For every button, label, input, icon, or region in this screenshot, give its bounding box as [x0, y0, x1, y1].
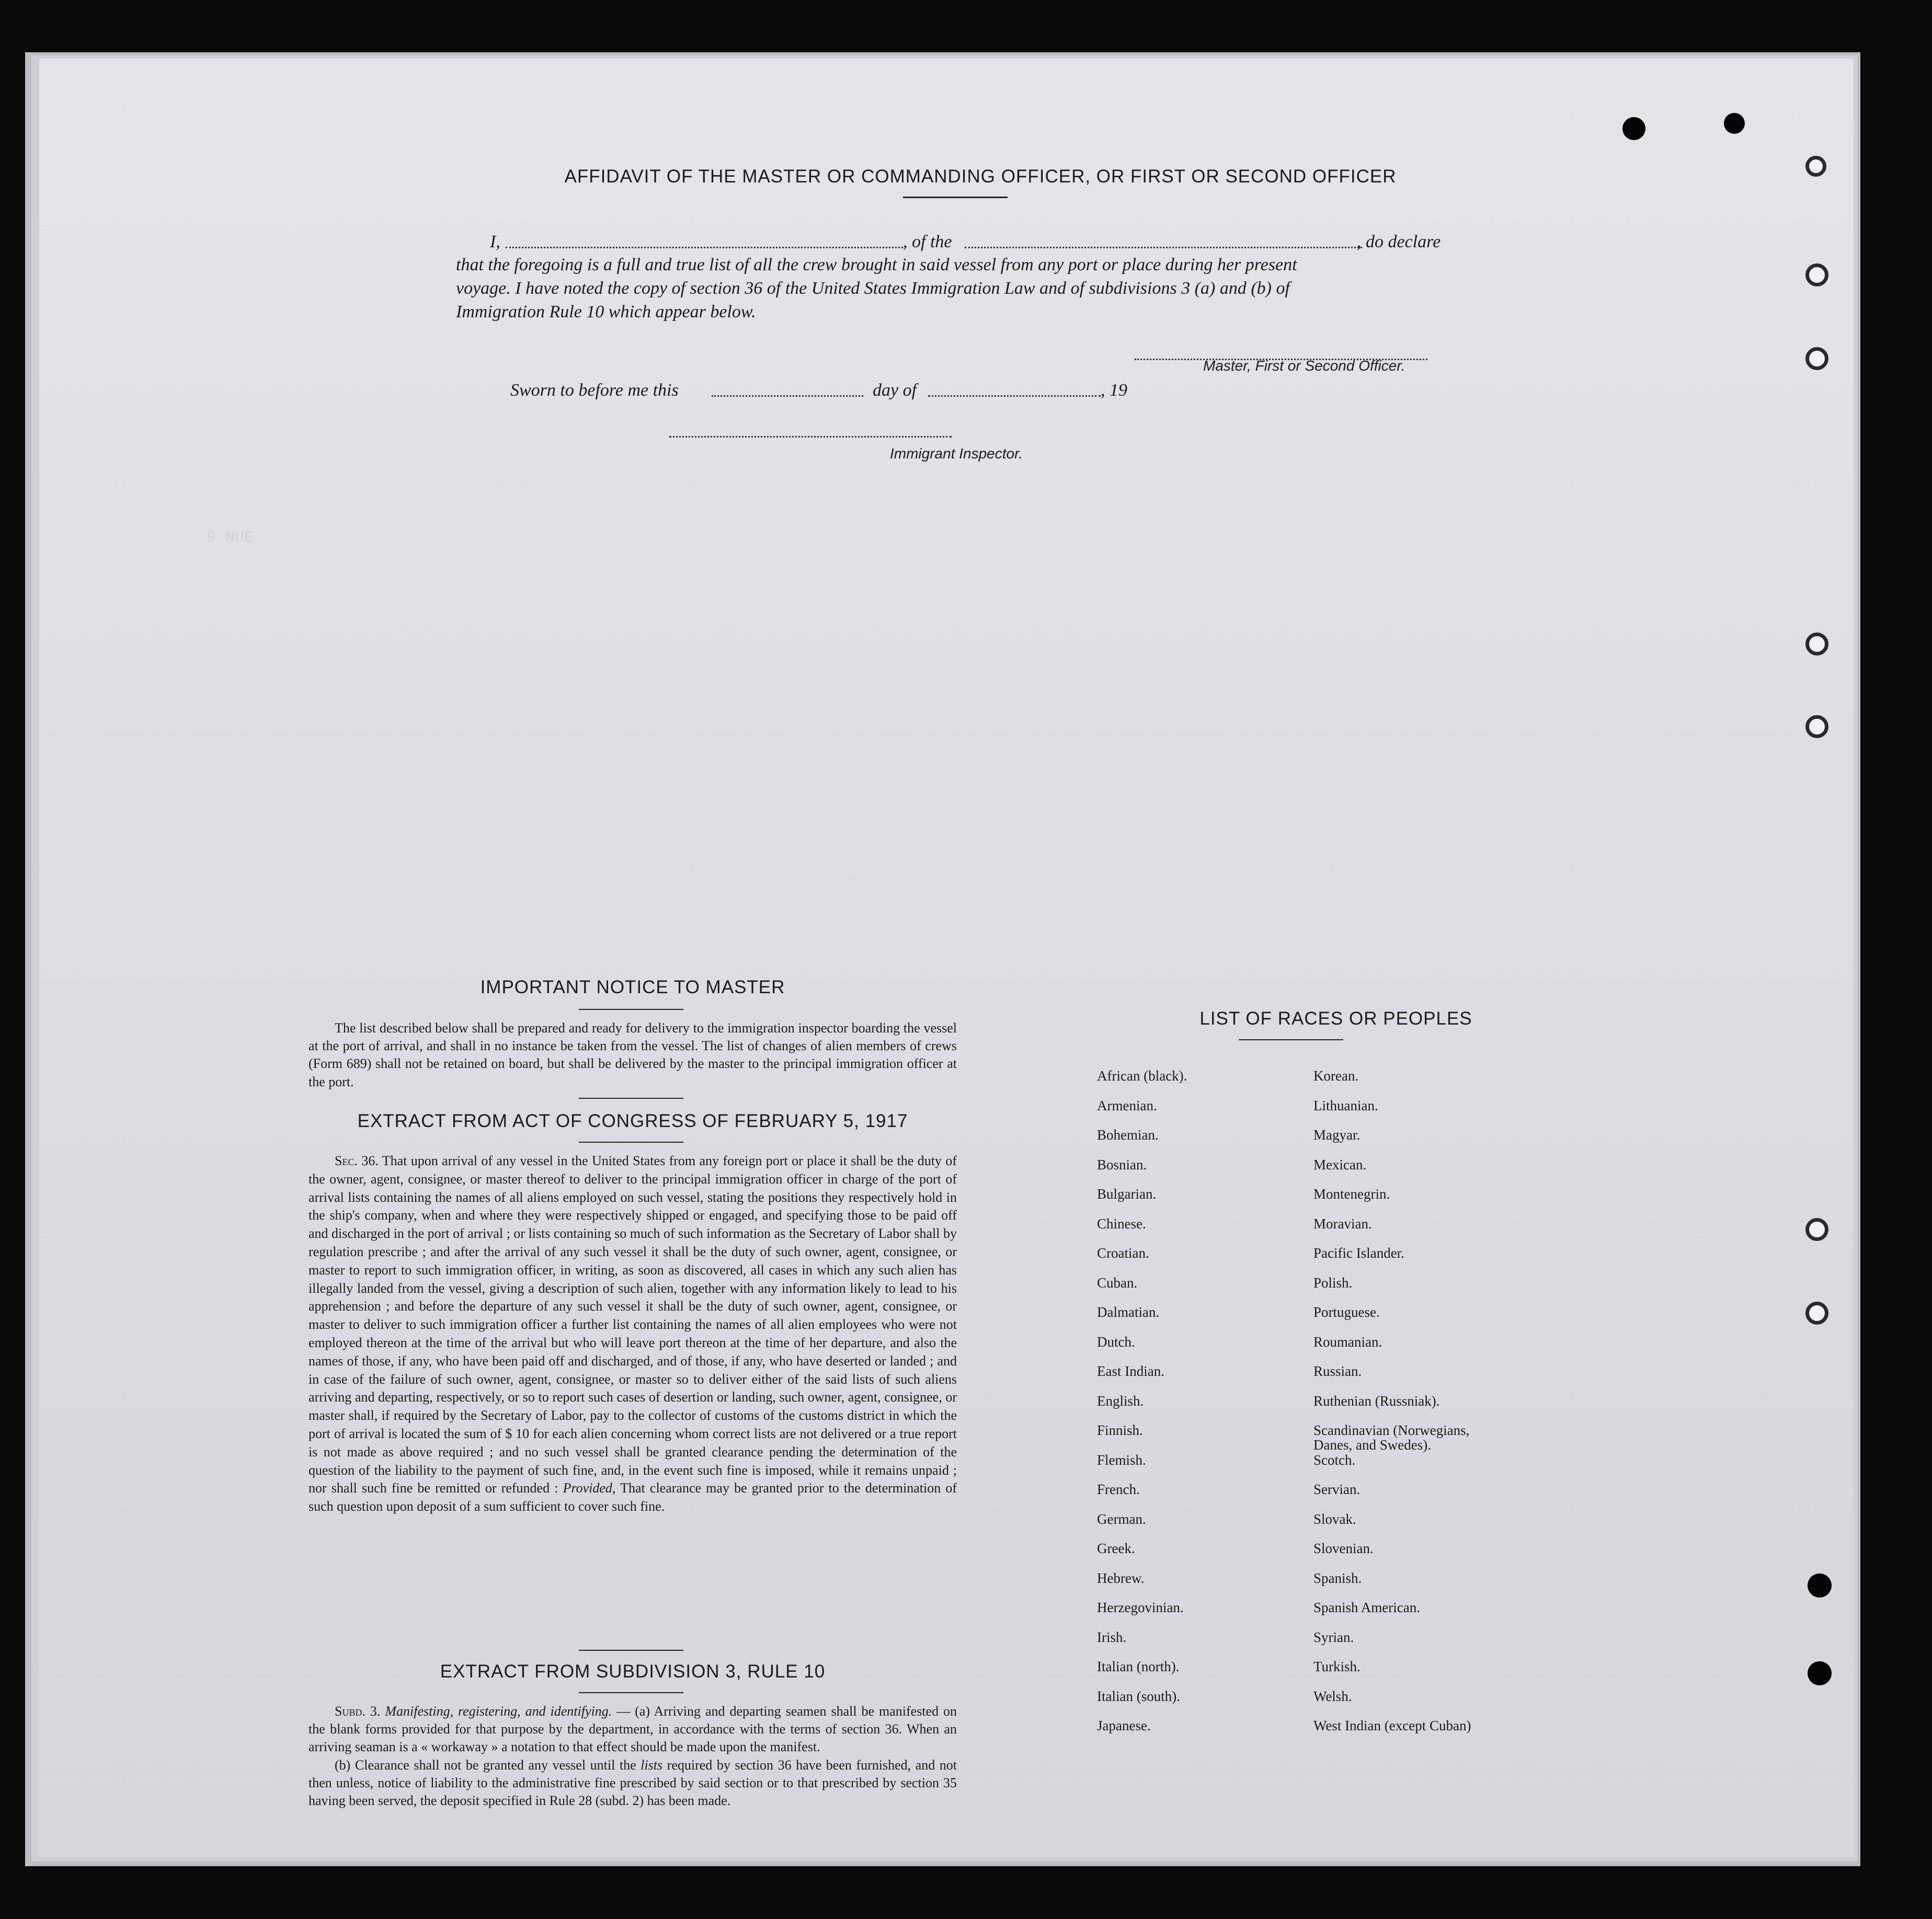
race-item: Herzegovinian.	[1097, 1600, 1184, 1615]
races-underline	[1239, 1039, 1343, 1040]
affidavit-i: I,	[490, 232, 500, 251]
race-item: Moravian.	[1313, 1215, 1372, 1232]
race-item: Spanish.	[1313, 1570, 1362, 1586]
race-item: Irish.	[1097, 1629, 1127, 1645]
race-item: Polish.	[1313, 1274, 1353, 1291]
act-provided: Provided,	[563, 1480, 616, 1496]
race-item: Ruthenian (Russniak).	[1313, 1393, 1440, 1409]
race-item: Servian.	[1313, 1481, 1361, 1497]
race-item: French.	[1097, 1481, 1140, 1497]
rule-b-label: (b)	[335, 1757, 351, 1773]
signature-caption: Master, First or Second Officer.	[1203, 358, 1405, 374]
race-item: Dalmatian.	[1097, 1304, 1160, 1320]
race-item: Bohemian.	[1097, 1127, 1159, 1143]
race-item: Cuban.	[1097, 1274, 1138, 1291]
race-item: Hebrew.	[1097, 1570, 1145, 1586]
act-body-end: That clearance may be granted prior to the determination of such question upon deposit of a sum sufficient to cover such fine.	[308, 1480, 957, 1514]
act-title: EXTRACT FROM ACT OF CONGRESS OF FEBRUARY 5, 1917	[357, 1111, 908, 1131]
bleed-through: 9 NUE	[207, 529, 254, 547]
punch-hole	[1808, 1661, 1832, 1685]
race-item: Scotch.	[1313, 1452, 1356, 1468]
rule-subd-title: Manifesting, registering, and identifying.	[385, 1704, 612, 1719]
title-underline	[903, 197, 1008, 198]
race-item: Magyar.	[1313, 1127, 1361, 1143]
race-item: Flemish.	[1097, 1452, 1146, 1468]
race-item: Armenian.	[1097, 1097, 1157, 1113]
race-item: English.	[1097, 1393, 1144, 1409]
races-title: LIST OF RACES OR PEOPLES	[1199, 1008, 1472, 1029]
race-item: Welsh.	[1313, 1688, 1352, 1704]
rule-b-lists: lists	[641, 1757, 663, 1773]
punch-hole	[1622, 117, 1645, 140]
rule-text	[308, 1703, 957, 1810]
sworn-day-of: day of	[873, 381, 917, 400]
notice-divider	[579, 1098, 683, 1099]
race-item: German.	[1097, 1511, 1146, 1527]
affidavit-line-2: that the foregoing is a full and true list of all the crew brought in said vessel from any port or place during her present	[456, 255, 1297, 274]
sworn-year: , 19	[1101, 381, 1127, 400]
race-item: East Indian.	[1097, 1363, 1164, 1379]
race-item: Turkish.	[1313, 1659, 1361, 1674]
punch-hole	[1805, 1218, 1828, 1241]
race-item: Chinese.	[1097, 1215, 1146, 1232]
rule-subd-label: Subd. 3.	[335, 1704, 381, 1719]
race-item: Pacific Islander.	[1313, 1245, 1404, 1261]
rule-paragraph-a	[308, 1703, 957, 1756]
punch-hole	[1805, 156, 1826, 177]
race-item: Roumanian.	[1313, 1334, 1382, 1350]
notice-title: IMPORTANT NOTICE TO MASTER	[480, 977, 785, 997]
name-blank	[506, 247, 903, 248]
act-paragraph	[308, 1152, 957, 1516]
race-item: Japanese.	[1097, 1718, 1151, 1733]
race-item: Korean.	[1313, 1068, 1359, 1084]
punch-hole	[1805, 715, 1828, 738]
vessel-blank	[965, 247, 1362, 248]
rule-title: EXTRACT FROM SUBDIVISION 3, RULE 10	[440, 1661, 826, 1682]
race-item: Greek.	[1097, 1541, 1135, 1556]
punch-hole	[1805, 347, 1828, 370]
race-item: Syrian.	[1313, 1629, 1354, 1645]
race-item: Russian.	[1313, 1363, 1362, 1379]
rule-a-text: Arriving and departing seamen shall be manifested on the blank forms provided for that purpose by the department, in accordance with the terms of section 36. When an arriving seaman is a « workaway » a notation to that effect should be made upon the manifest.	[308, 1704, 957, 1755]
inspector-line	[669, 436, 952, 438]
race-item: Italian (north).	[1097, 1659, 1180, 1674]
race-item: Italian (south).	[1097, 1688, 1180, 1704]
act-section-label: Sec. 36.	[335, 1153, 379, 1168]
act-underline	[579, 1142, 683, 1143]
punch-hole	[1805, 633, 1828, 656]
month-blank	[928, 395, 1101, 397]
affidavit-of-the: , of the	[903, 232, 952, 251]
race-item: Montenegrin.	[1313, 1186, 1390, 1202]
punch-hole	[1805, 263, 1828, 286]
day-blank	[712, 395, 863, 397]
affidavit-do-declare: , do declare	[1357, 232, 1441, 251]
manifest-page	[39, 59, 1854, 1857]
rule-a-label: — (a)	[616, 1704, 650, 1719]
punch-hole	[1805, 1302, 1828, 1325]
race-item: Spanish American.	[1313, 1600, 1420, 1615]
race-item: Finnish.	[1097, 1422, 1143, 1438]
race-item: Portuguese.	[1313, 1304, 1380, 1320]
race-item: West Indian (except Cuban)	[1313, 1718, 1471, 1733]
rule-b-text-1: Clearance shall not be granted any vessel until the	[355, 1757, 636, 1773]
punch-hole	[1808, 1573, 1832, 1598]
affidavit-line-3: voyage. I have noted the copy of section 36 of the United States Immigration Law and of subdivisions 3 (a) and (b) of	[456, 279, 1290, 298]
race-item: Mexican.	[1313, 1156, 1367, 1173]
race-item: African (black).	[1097, 1068, 1187, 1084]
punch-hole	[1724, 113, 1745, 134]
race-item: Lithuanian.	[1313, 1097, 1378, 1113]
notice-paragraph: The list described below shall be prepared and ready for delivery to the immigration inspector boarding the vessel at the port of arrival, and shall in no instance be taken from the vessel. The list of changes of alien members of crews (Form 689) shall not be retained on board, but shall be delivered by the master to the principal immigration officer at the port.	[308, 1020, 957, 1089]
rule-paragraph-b	[308, 1756, 957, 1810]
act-body: That upon arrival of any vessel in the United States from any foreign port or place it shall be the duty of the owner, agent, consignee, or master thereof to deliver to the principal immigration officer in charge of the port of arrival lists containing the names of all aliens employed on such vessel, stating the positions they respectively hold in the ship's company, when and where they were respectively shipped or engaged, and specifying those to be paid off and discharged in the port of arrival ; or lists containing so much of such information as the Secretary of Labor shall by regulation prescribe ; and after the arrival of any such vessel it shall be the duty of such owner, agent, consignee, or master to report to such immigration officer, in writing, as soon as discovered, all cases in which any such alien has illegally landed from the vessel, giving a description of such alien, together with any information likely to lead to his apprehension ; and before the departure of any such vessel it shall be the duty of such owner, agent, consignee, or master to deliver to such immigration officer a further list containing the names of all alien employees who were not employed thereon at the time of the arrival but who will leave port thereon at the time of her departure, and also the names of those, if any, who have been paid off and discharged, and of those, if any, who have deserted or landed ; and in case of the failure of such owner, agent, consignee, or master so to deliver either of the said lists of such aliens arriving and departing, respectively, or so to report such cases of desertion or landing, such owner, agent, consignee, or master shall, if required by the Secretary of Labor, pay to the collector of customs of the customs district in which the port of arrival is located the sum of $ 10 for each alien concerning whom correct lists are not delivered or a true report is not made as above required ; and no such vessel shall be granted clearance pending the determination of the question of the liability to the payment of such fine, and, in the event such fine is imposed, while it remains unpaid ; nor shall such fine be remitted or refunded :	[308, 1153, 957, 1496]
race-item: Dutch.	[1097, 1334, 1135, 1350]
race-item: Scandinavian (Norwegians, Danes, and Swedes).	[1313, 1422, 1470, 1453]
inspector-caption: Immigrant Inspector.	[890, 445, 1023, 462]
race-item: Croatian.	[1097, 1245, 1149, 1261]
race-item: Slovenian.	[1313, 1541, 1374, 1556]
race-item: Bulgarian.	[1097, 1186, 1157, 1202]
act-divider	[579, 1650, 683, 1651]
rule-underline	[579, 1692, 683, 1693]
notice-underline	[579, 1009, 683, 1010]
race-item: Slovak.	[1313, 1511, 1356, 1527]
notice-text	[308, 1019, 957, 1091]
rule-b-text-2: required by section 36 have been furnished, and not then unless, notice of liability to the administrative fine prescribed by said section or to that prescribed by section 35 having been served, the deposit specified in Rule 28 (subd. 2) has been made.	[308, 1757, 957, 1809]
affidavit-title: AFFIDAVIT OF THE MASTER OR COMMANDING OFFICER, OR FIRST OR SECOND OFFICER	[564, 166, 1397, 187]
race-item: Bosnian.	[1097, 1156, 1147, 1173]
affidavit-line-4: Immigration Rule 10 which appear below.	[456, 302, 756, 321]
sworn-prefix: Sworn to before me this	[510, 381, 679, 400]
act-text	[308, 1152, 957, 1516]
